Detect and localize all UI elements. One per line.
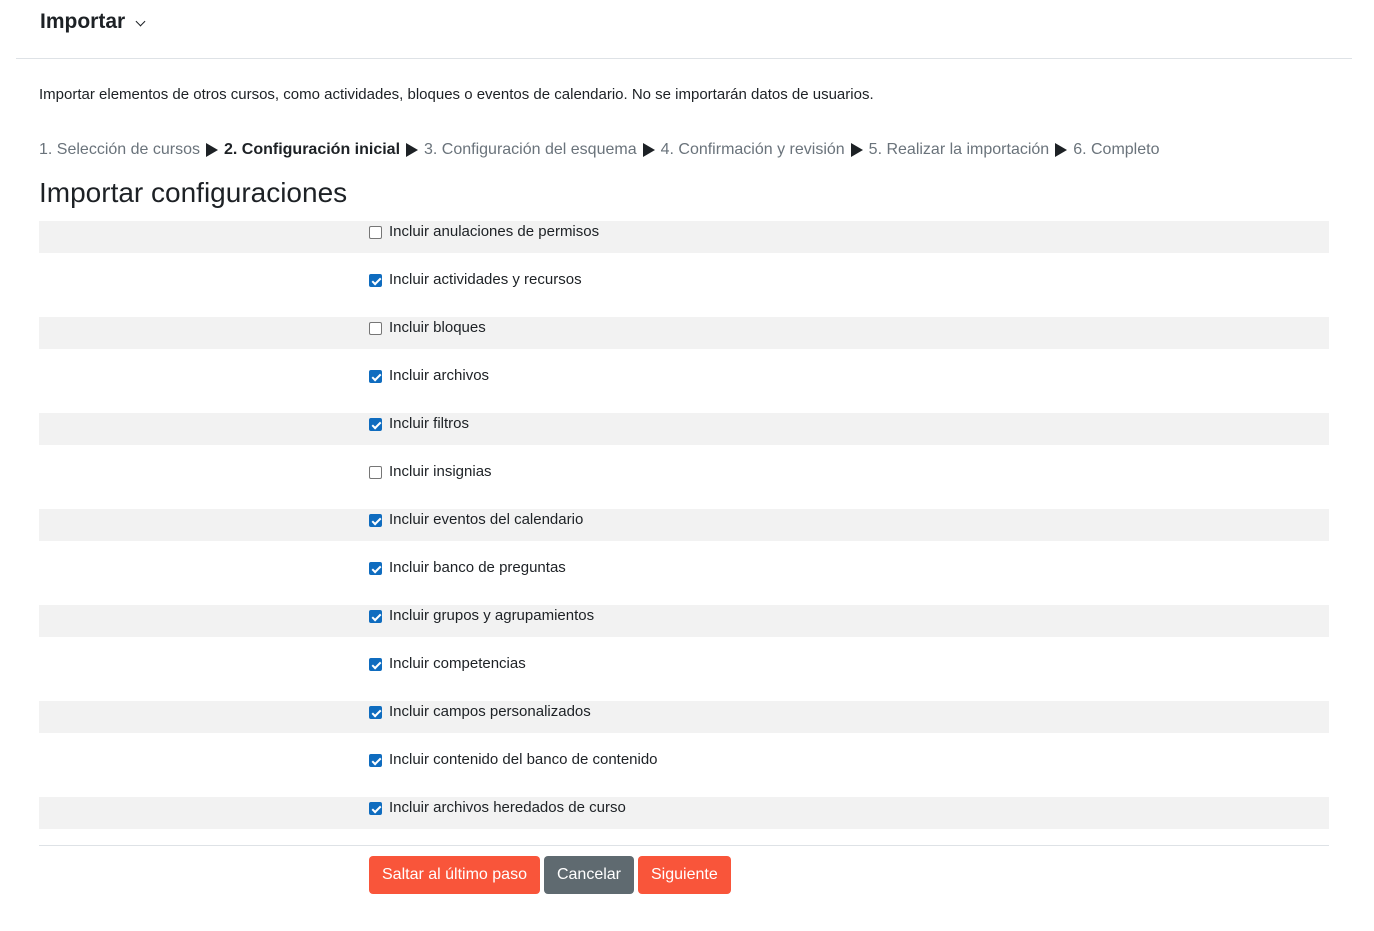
setting-checkbox[interactable]	[369, 658, 382, 671]
setting-row	[39, 701, 1329, 733]
setting-label[interactable]: Incluir grupos y agrupamientos	[389, 607, 595, 624]
setting-label[interactable]: Incluir banco de preguntas	[389, 559, 566, 576]
step-1: 1. Selección de cursos	[39, 141, 200, 158]
setting-row	[39, 605, 1329, 637]
setting-row	[39, 317, 1329, 349]
setting-checkbox[interactable]	[369, 562, 382, 575]
setting-checkbox[interactable]	[369, 706, 382, 719]
import-menu-toggle[interactable]	[40, 10, 144, 34]
step-2: 2. Configuración inicial	[223, 141, 401, 158]
setting-row	[39, 221, 1329, 253]
setting-label[interactable]: Incluir eventos del calendario	[389, 511, 584, 528]
step-arrow-icon	[406, 143, 418, 157]
cancel-button[interactable]: Cancelar	[544, 856, 634, 894]
setting-checkbox[interactable]	[369, 754, 382, 767]
action-buttons	[369, 856, 731, 894]
setting-row	[39, 413, 1329, 445]
section-title: Importar configuraciones	[39, 177, 348, 208]
setting-row	[39, 509, 1329, 541]
setting-checkbox[interactable]	[369, 322, 382, 335]
settings-list	[39, 221, 1329, 845]
step-4: 4. Confirmación y revisión	[660, 141, 845, 158]
skip-to-last-step-button[interactable]: Saltar al último paso	[369, 856, 540, 894]
setting-checkbox[interactable]	[369, 370, 382, 383]
setting-row	[39, 365, 1329, 397]
setting-label[interactable]: Incluir anulaciones de permisos	[389, 223, 600, 240]
setting-checkbox[interactable]	[369, 610, 382, 623]
step-arrow-icon	[206, 143, 218, 157]
page-header	[16, 0, 1352, 59]
intro-text: Importar elementos de otros cursos, como actividades, bloques o eventos de calendario. No se importarán datos de usuarios.	[39, 86, 874, 103]
page-title: Importar	[40, 10, 126, 33]
step-arrow-icon	[1055, 143, 1067, 157]
setting-label[interactable]: Incluir competencias	[389, 655, 526, 672]
setting-row	[39, 653, 1329, 685]
setting-row	[39, 797, 1329, 829]
setting-label[interactable]: Incluir insignias	[389, 463, 492, 480]
setting-checkbox[interactable]	[369, 466, 382, 479]
setting-label[interactable]: Incluir actividades y recursos	[389, 271, 582, 288]
setting-row	[39, 461, 1329, 493]
setting-row	[39, 557, 1329, 589]
setting-checkbox[interactable]	[369, 802, 382, 815]
setting-checkbox[interactable]	[369, 514, 382, 527]
setting-row	[39, 749, 1329, 781]
step-arrow-icon	[851, 143, 863, 157]
chevron-down-icon	[136, 16, 146, 26]
step-arrow-icon	[643, 143, 655, 157]
setting-checkbox[interactable]	[369, 226, 382, 239]
step-3: 3. Configuración del esquema	[424, 141, 637, 158]
divider	[39, 845, 1329, 846]
setting-row	[39, 269, 1329, 301]
setting-checkbox[interactable]	[369, 274, 382, 287]
progress-steps	[39, 141, 1159, 159]
step-6: 6. Completo	[1073, 141, 1160, 158]
next-button[interactable]: Siguiente	[638, 856, 731, 894]
setting-label[interactable]: Incluir archivos	[389, 367, 490, 384]
setting-label[interactable]: Incluir filtros	[389, 415, 470, 432]
setting-label[interactable]: Incluir bloques	[389, 319, 486, 336]
setting-label[interactable]: Incluir campos personalizados	[389, 703, 591, 720]
setting-checkbox[interactable]	[369, 418, 382, 431]
setting-label[interactable]: Incluir archivos heredados de curso	[389, 799, 626, 816]
step-5: 5. Realizar la importación	[868, 141, 1050, 158]
setting-label[interactable]: Incluir contenido del banco de contenido	[389, 751, 658, 768]
